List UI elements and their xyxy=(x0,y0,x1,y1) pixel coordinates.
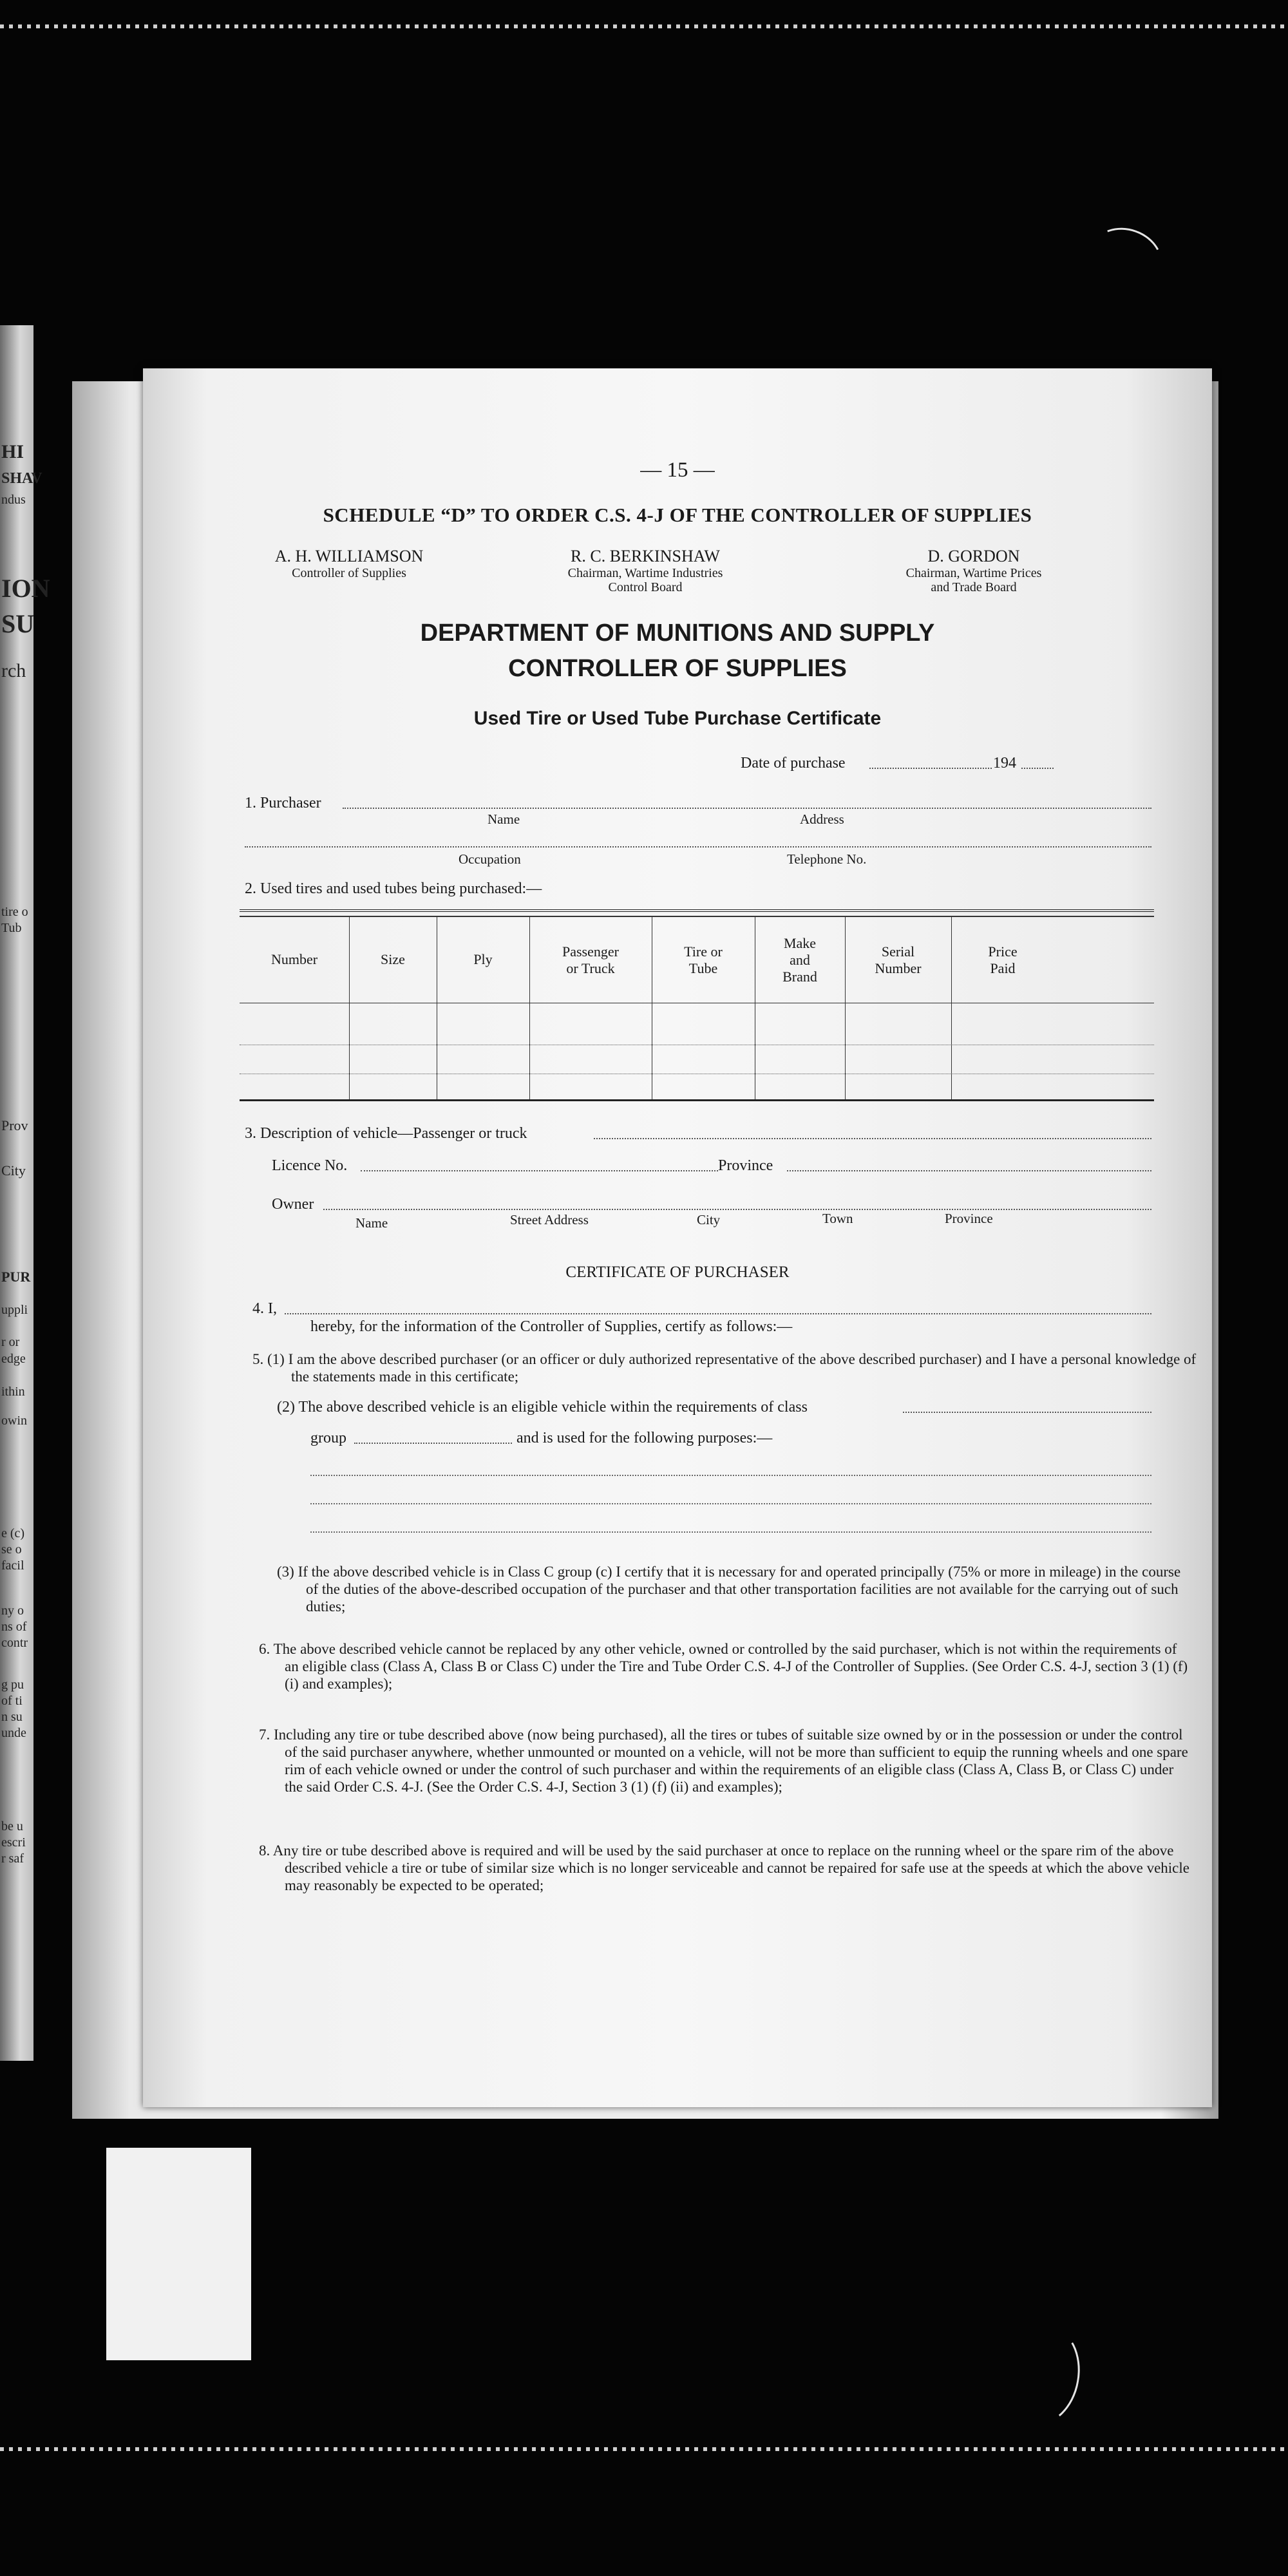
header-line: Serial xyxy=(881,943,915,960)
purchaser-occupation-sublabel: Occupation xyxy=(459,851,521,867)
table-header-passenger-or-truck xyxy=(529,943,652,977)
date-year: 194 xyxy=(993,755,1016,772)
table-header-price-paid xyxy=(951,943,1054,977)
fragment-text: ION xyxy=(1,574,50,603)
fragment-text: owin xyxy=(1,1414,27,1428)
adjacent-page-fragment xyxy=(0,325,50,2061)
signatory-title: and Trade Board xyxy=(931,580,1017,594)
item6: 6. The above described vehicle cannot be replaced by any other vehicle, owned or controlled by the said purchaser, which is not within the requirements of an eligible class (Class A, Class B or Class C) under the Tire and Tube Order C.S. 4-J of the Controller of Supplies. (See Order C.S. 4-J, section 3 (1) (f) (i) and examples); xyxy=(259,1641,1188,1692)
table-column-rule xyxy=(349,917,350,1099)
table-header-make-and-brand xyxy=(755,935,845,985)
fragment-text: r or xyxy=(1,1335,20,1349)
class-blank[interactable] xyxy=(903,1412,1151,1413)
certificate-title: Used Tire or Used Tube Purchase Certificate xyxy=(473,708,882,729)
header-line: Brand xyxy=(782,969,817,985)
signatory-name: R. C. BERKINSHAW xyxy=(571,547,720,565)
schedule-heading: SCHEDULE “D” TO ORDER C.S. 4-J OF THE CONTROLLER OF SUPPLIES xyxy=(323,504,1032,526)
fragment-text: e (c) xyxy=(1,1526,25,1540)
fragment-text: SHAV xyxy=(1,470,43,487)
fragment-text: rch xyxy=(1,660,26,681)
purchaser-telephone-sublabel: Telephone No. xyxy=(787,851,867,867)
fragment-text: ndus xyxy=(1,493,26,507)
fragment-text: n su xyxy=(1,1710,23,1724)
item4-prefix: 4. I, xyxy=(252,1300,277,1317)
group-label: group xyxy=(310,1430,346,1446)
signatory-berkinshaw xyxy=(516,547,774,594)
document-page xyxy=(143,368,1212,2107)
fragment-text: tire o xyxy=(1,905,28,919)
hair-artifact xyxy=(996,2319,1087,2431)
signatory-title: Chairman, Wartime Industries xyxy=(567,566,723,580)
fragment-text: HI xyxy=(1,441,24,462)
table-header-tire-or-tube xyxy=(652,943,755,977)
film-edge-bottom xyxy=(0,2447,1288,2451)
table-header-number xyxy=(240,951,349,968)
date-label: Date of purchase xyxy=(741,755,846,772)
header-line: and xyxy=(790,952,810,968)
section3-label: 3. Description of vehicle—Passenger or truck xyxy=(245,1125,527,1142)
item5-3: (3) If the above described vehicle is in Class C group (c) I certify that it is necessary for and operated principally (75% or more in mileage) in the course of the duties of the above-described occupation of the purchaser and that other transportation facilities are not available for the carrying out of such duties; xyxy=(277,1564,1181,1615)
header-line: Paid xyxy=(990,960,1016,976)
purchaser-occupation-blank[interactable] xyxy=(245,846,1151,848)
owner-blank[interactable] xyxy=(323,1209,1151,1210)
vehicle-type-blank[interactable] xyxy=(594,1138,1151,1139)
signatory-title: Control Board xyxy=(608,580,683,594)
fragment-text: r saf xyxy=(1,1852,24,1866)
province-blank[interactable] xyxy=(787,1170,1151,1171)
group-blank[interactable] xyxy=(354,1443,512,1444)
fragment-text: be u xyxy=(1,1819,23,1833)
fragment-text: Tub xyxy=(1,921,22,935)
item5-1: 5. (1) I am the above described purchaser (or an officer or duly authorized representative of the above described purchaser) and I have a personal knowledge of the statements made in this certificate; xyxy=(252,1351,1197,1385)
purchaser-name-sublabel: Name xyxy=(488,811,520,827)
table-header-size xyxy=(349,951,437,968)
certificate-of-purchaser-heading: CERTIFICATE OF PURCHASER xyxy=(565,1264,790,1281)
signatory-title: Chairman, Wartime Prices xyxy=(905,566,1042,580)
fragment-text: uppli xyxy=(1,1303,28,1317)
film-edge-top xyxy=(0,24,1288,28)
fragment-text: ny o xyxy=(1,1604,24,1618)
header-line: Ply xyxy=(473,951,493,967)
hair-artifact xyxy=(1080,218,1171,301)
signatory-gordon xyxy=(845,547,1103,594)
header-line: Number xyxy=(875,960,922,976)
fragment-text: of ti xyxy=(1,1694,23,1708)
licence-label: Licence No. xyxy=(272,1157,348,1174)
fragment-text: ns of xyxy=(1,1620,27,1634)
header-line: Number xyxy=(270,951,318,967)
header-line: Tube xyxy=(688,960,718,976)
paper-slip xyxy=(106,2148,251,2360)
header-line: Price xyxy=(988,943,1018,960)
owner-label: Owner xyxy=(272,1196,314,1213)
fragment-text: City xyxy=(1,1162,26,1179)
table-top-rule xyxy=(240,916,1154,917)
purchaser-address-sublabel: Address xyxy=(800,811,844,827)
item7: 7. Including any tire or tube described above (now being purchased), all the tires or tubes of suitable size owned by or in the possession or under the control of the said purchaser anywhere, whether unmounted or mounted on a vehicle, will not be more than sufficient to equip the running wheels and one spare rim of each vehicle owned or under the control of such purchaser and within the requirements of an eligible class (Class A, Class B, or Class C) under the said Order C.S. 4-J. (See the Order C.S. 4-J, Section 3 (1) (f) (ii) and examples); xyxy=(259,1727,1188,1795)
fragment-text: escri xyxy=(1,1835,26,1850)
table-bottom-rule xyxy=(240,1099,1154,1101)
fragment-text: edge xyxy=(1,1352,26,1366)
date-year-blank[interactable] xyxy=(1021,768,1054,769)
date-blank[interactable] xyxy=(869,768,992,769)
table-header-ply xyxy=(437,951,529,968)
owner-street-sublabel: Street Address xyxy=(510,1212,589,1227)
fragment-text: unde xyxy=(1,1726,26,1740)
owner-city-sublabel: City xyxy=(697,1212,721,1227)
owner-name-sublabel: Name xyxy=(355,1215,388,1231)
signatory-williamson xyxy=(220,547,478,580)
province-label: Province xyxy=(718,1157,773,1174)
owner-town-sublabel: Town xyxy=(822,1211,853,1226)
licence-blank[interactable] xyxy=(361,1170,718,1171)
fragment-text: ithin xyxy=(1,1385,25,1399)
header-line: or Truck xyxy=(566,960,615,976)
fragment-text: PUR xyxy=(1,1269,31,1285)
signatory-title: Controller of Supplies xyxy=(292,566,406,580)
owner-province-sublabel: Province xyxy=(945,1211,993,1226)
purchaser-name-blank[interactable] xyxy=(343,808,1151,809)
page-number: — 15 — xyxy=(640,459,715,482)
item8: 8. Any tire or tube described above is required and will be used by the said purchaser at once to replace on the running wheel or the spare rim of the above described vehicle a tire or tube of similar size which is no longer serviceable and cannot be repaired for safe use at the speeds at which the above vehicle may reasonably be expected to be operated; xyxy=(259,1842,1189,1893)
purposes-blank[interactable] xyxy=(310,1503,1151,1504)
item4-name-blank[interactable] xyxy=(285,1313,1151,1314)
fragment-text: g pu xyxy=(1,1678,24,1692)
purposes-blank[interactable] xyxy=(310,1475,1151,1476)
fragment-text: facil xyxy=(1,1558,24,1573)
section2-label: 2. Used tires and used tubes being purchased:— xyxy=(245,880,542,897)
department-title: DEPARTMENT OF MUNITIONS AND SUPPLY xyxy=(420,620,935,647)
signatory-name: A. H. WILLIAMSON xyxy=(274,547,424,565)
purchaser-label: 1. Purchaser xyxy=(245,795,321,811)
fragment-text: SU xyxy=(1,609,35,638)
signatory-name: D. GORDON xyxy=(927,547,1020,565)
table-top-rule xyxy=(240,909,1154,912)
fragment-text: contr xyxy=(1,1636,28,1650)
department-subtitle: CONTROLLER OF SUPPLIES xyxy=(508,655,847,682)
item5-2-text: (2) The above described vehicle is an eligible vehicle within the requirements of class xyxy=(277,1399,808,1416)
item5-2-purposes: and is used for the following purposes:— xyxy=(516,1430,773,1446)
purposes-blank[interactable] xyxy=(310,1531,1151,1533)
fragment-text: Prov xyxy=(1,1117,28,1133)
header-line: Tire or xyxy=(684,943,723,960)
header-line: Make xyxy=(783,935,817,951)
item4-text: hereby, for the information of the Controller of Supplies, certify as follows:— xyxy=(310,1318,793,1335)
table-header-serial-number xyxy=(845,943,951,977)
header-line: Passenger xyxy=(562,943,619,960)
fragment-text: se o xyxy=(1,1542,22,1557)
header-line: Size xyxy=(381,951,405,967)
